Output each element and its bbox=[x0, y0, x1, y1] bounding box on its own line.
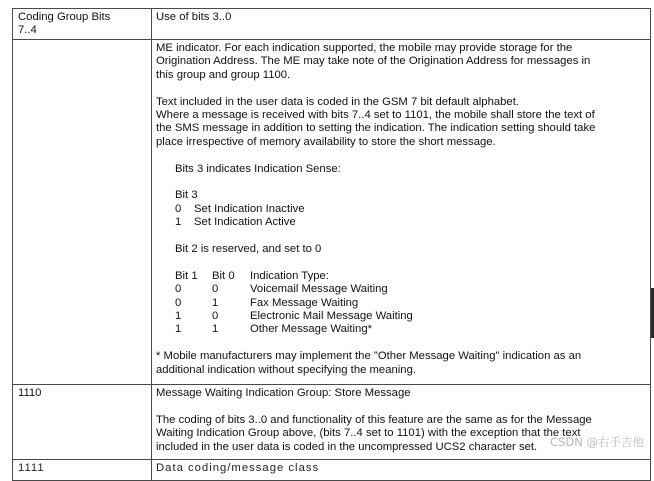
row-1101-use bbox=[152, 40, 650, 384]
indication-sense-title: Bits 3 indicates Indication Sense: bbox=[175, 162, 341, 175]
coding-group-table bbox=[12, 8, 651, 481]
bit3-row bbox=[156, 203, 644, 216]
row-1101-code bbox=[13, 40, 152, 384]
table-header-row bbox=[13, 9, 650, 39]
bit0-value: 0 bbox=[212, 283, 219, 296]
row-1111-use: Data coding/message class bbox=[156, 462, 320, 474]
bit0-value: 1 bbox=[212, 323, 219, 336]
indication-type-row bbox=[156, 310, 644, 323]
bit2-note: Bit 2 is reserved, and set to 0 bbox=[175, 243, 322, 256]
bit1-value: 1 bbox=[175, 323, 182, 336]
bit3-meaning: Set Indication Inactive bbox=[194, 202, 305, 215]
bit0-header: Bit 0 bbox=[212, 269, 235, 282]
indication-type-row bbox=[156, 283, 644, 296]
bit1-header: Bit 1 bbox=[175, 269, 198, 282]
indication-type: Other Message Waiting* bbox=[250, 323, 373, 336]
row-1110-code: 1110 bbox=[13, 385, 152, 459]
footnote: * Mobile manufacturers may implement the "Other Message Waiting" indication as an additional indication without specifying the meaning. bbox=[156, 350, 582, 376]
indication-type-label: Indication Type: bbox=[250, 269, 329, 282]
bit1-value: 1 bbox=[175, 310, 182, 323]
me-indicator-paragraph: ME indicator. For each indication supported, the mobile may provide storage for the Origination Address. The ME may take note of the Origination Address for messages in this group and group 1100. bbox=[156, 42, 591, 81]
bit3-value: 0 bbox=[175, 202, 182, 215]
store-message-body: The coding of bits 3..0 and functionality of this feature are the same as for the Message Waiting Indication Group above, (bits 7..4 set to 1101) with the exception that the text included in the user data is coded in the uncompressed UCS2 character set. bbox=[156, 413, 592, 453]
indication-type-header bbox=[156, 270, 644, 283]
bit0-value: 1 bbox=[212, 296, 219, 309]
bit1-value: 0 bbox=[175, 296, 182, 309]
indication-type-row bbox=[156, 323, 644, 336]
text-coding-paragraph: Text included in the user data is coded in the GSM 7 bit default alphabet. Where a message is received with bits 7..4 set to 1101, the mobile shall store the text of the SMS message in addition to setting the indication. The indication setting should take place irrespective of memory availability to store the short message. bbox=[156, 95, 596, 148]
indication-type-row bbox=[156, 297, 644, 310]
table-row-1101 bbox=[13, 39, 650, 384]
indication-type: Voicemail Message Waiting bbox=[250, 283, 388, 296]
bit1-value: 0 bbox=[175, 283, 182, 296]
bit0-value: 0 bbox=[212, 310, 219, 323]
bit3-row bbox=[156, 216, 644, 229]
table-row-1111 bbox=[13, 459, 650, 480]
bit3-value: 1 bbox=[175, 216, 182, 229]
bit3-label: Bit 3 bbox=[175, 189, 198, 202]
indication-type: Fax Message Waiting bbox=[250, 296, 359, 309]
indication-type: Electronic Mail Message Waiting bbox=[250, 310, 413, 323]
bit3-meaning: Set Indication Active bbox=[194, 216, 296, 229]
store-message-title: Message Waiting Indication Group: Store Message bbox=[156, 387, 411, 399]
header-coding-group: Coding Group Bits 7..4 bbox=[13, 9, 152, 39]
header-use-of-bits: Use of bits 3..0 bbox=[156, 11, 232, 23]
watermark: CSDN @右手吉他 bbox=[550, 434, 644, 449]
row-1111-code: 1111 bbox=[13, 460, 152, 480]
